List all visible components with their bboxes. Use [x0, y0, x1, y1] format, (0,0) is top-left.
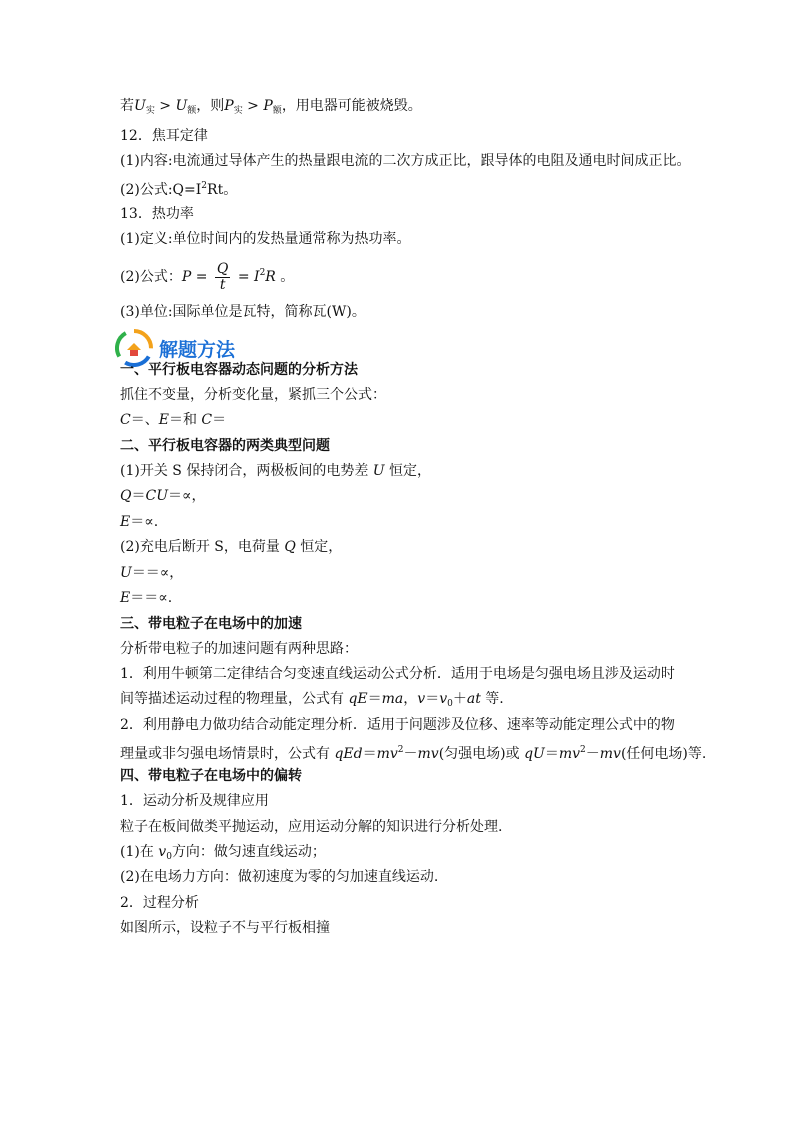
- joule-law-content: (1)内容:电流通过导体产生的热量跟电流的二次方成正比，跟导体的电阻及通电时间成正比。: [120, 153, 691, 169]
- process-analysis-heading: 2．过程分析: [120, 895, 199, 911]
- motion-analysis-heading: 1．运动分析及规律应用: [120, 793, 269, 809]
- acceleration-method-1: 1．利用牛顿第二定律结合匀变速直线运动公式分析．适用于电场是匀强电场且涉及运动时: [120, 666, 675, 682]
- thermal-power-heading: 13．热功率: [120, 206, 194, 222]
- field-proportion-line-1: E＝∝.: [120, 514, 159, 530]
- acceleration-method-2: 2．利用静电力做功结合动能定理分析．适用于问题涉及位移、速率等动能定理公式中的物: [120, 717, 675, 733]
- heading-two-typical-problems: 二、平行板电容器的两类典型问题: [120, 438, 330, 454]
- q-over-t-fraction: $\frac{Q}{t}$: [216, 260, 229, 293]
- overvoltage-line: 若$U_实 > U_额$，则$P_实 > P_额$，用电器可能被烧毁。: [120, 98, 422, 116]
- v0-direction-line: (1)在 $v_0$方向：做匀速直线运动；: [120, 844, 326, 862]
- thermal-power-formula: (2)公式：P = $\frac{Q}{t}$ = $I^2R$ 。: [120, 260, 295, 293]
- heading-deflection: 四、带电粒子在电场中的偏转: [120, 768, 302, 784]
- switch-opened-line: (2)充电后断开 S，电荷量 Q 恒定，: [120, 539, 343, 555]
- process-analysis-text: 如图所示，设粒子不与平行板相撞: [120, 920, 330, 936]
- acceleration-method-1-cont: 间等描述运动过程的物理量，公式有 qE＝ma，$v=v_0+at$ 等.: [120, 691, 504, 709]
- charge-formula-line: Q＝CU＝∝，: [120, 488, 206, 504]
- three-formulas-line: C＝、E＝和 C＝: [120, 412, 227, 428]
- switch-closed-line: (1)开关 S 保持闭合，两极板间的电势差 U 恒定，: [120, 463, 432, 479]
- field-force-direction-line: (2)在电场力方向：做初速度为零的匀加速直线运动.: [120, 869, 439, 885]
- thermal-power-definition: (1)定义:单位时间内的发热量通常称为热功率。: [120, 231, 411, 247]
- voltage-proportion-line: U＝＝∝，: [120, 565, 184, 581]
- heading-capacitor-dynamics: 一、平行板电容器动态问题的分析方法: [120, 362, 358, 378]
- capacitor-dynamics-intro: 抓住不变量，分析变化量，紧抓三个公式：: [120, 387, 386, 403]
- section-title: 解题方法: [159, 338, 236, 361]
- acceleration-method-2-cont: 理量或非匀强电场情景时，公式有 $qEd=mv^2-mv$(匀强电场)或 $qU=mv^2-mv$(任何电场)等.: [120, 745, 707, 762]
- joule-law-formula: (2)公式$:Q=I^2Rt$。: [120, 181, 238, 198]
- heading-acceleration: 三、带电粒子在电场中的加速: [120, 616, 302, 632]
- thermal-power-unit: (3)单位:国际单位是瓦特，简称瓦(W)。: [120, 304, 366, 320]
- field-proportion-line-2: E＝＝∝.: [120, 590, 173, 606]
- projectile-like-motion: 粒子在板间做类平抛运动，应用运动分解的知识进行分析处理.: [120, 819, 503, 835]
- joule-law-heading: 12．焦耳定律: [120, 128, 208, 144]
- acceleration-intro: 分析带电粒子的加速问题有两种思路：: [120, 641, 358, 657]
